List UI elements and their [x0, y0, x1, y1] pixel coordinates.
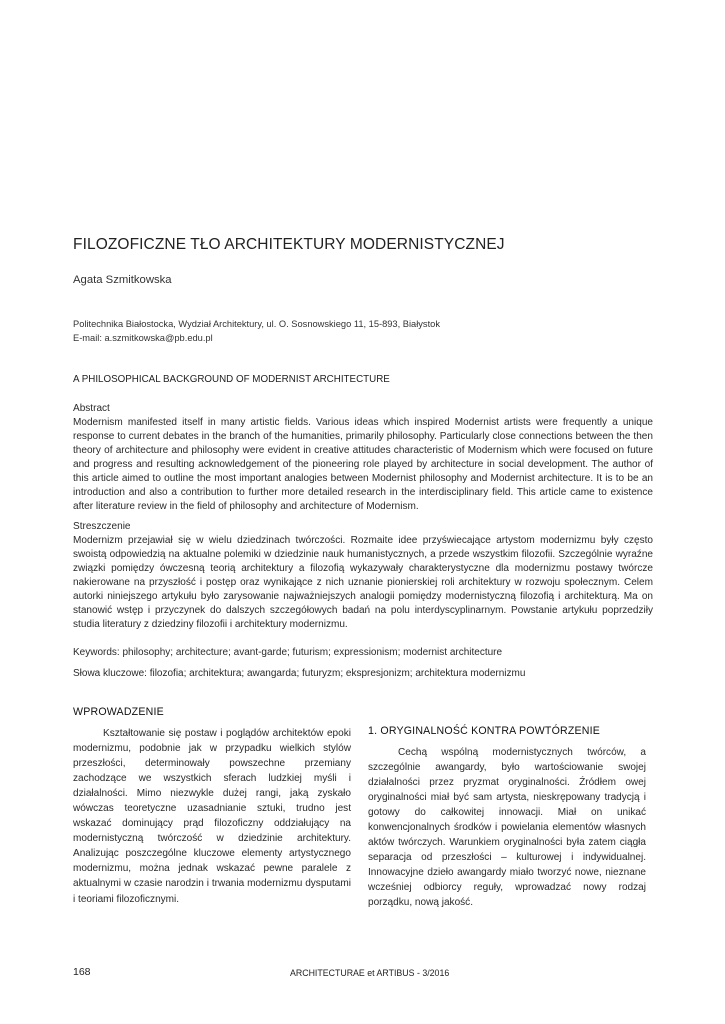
affiliation-block: [73, 318, 440, 345]
author-name: Agata Szmitkowska: [73, 274, 172, 286]
intro-column: [73, 726, 351, 907]
keywords: Keywords: philosophy; architecture; avant-garde; futurism; expressionism; modernist architecture: [73, 647, 503, 658]
abstract-text: Modernism manifested itself in many artistic fields. Various ideas which inspired Modernist artists were frequently a unique response to current debates in the branch of the humanities, primarily philosophy. Particularly close connections between the then theory of architecture and philosophy were evident in creative attitudes characteristic of Modernism which were focused on future and progress and resulting acknowledgement of the pioneering role played by architecture in social development. The author of this article aimed to outline the most important analogies between Modernist philosophy and Modernist architecture. It is to be an introduction and also a contribution to further more detailed research in the interdisciplinary field. This article came to existence after literature review in the field of philosophy and architecture of Modernism.: [73, 417, 653, 513]
intro-text: Kształtowanie się postaw i poglądów architektów epoki modernizmu, podobnie jak w przypadku wielkich stylów przeszłości, determinowały powszechne przemiany zachodzące we wszystkich sferach ludzkiej myśli i działalności. Mimo niezwykle dużej rangi, jaką zyskało wówczas teoretyczne uzasadnianie sztuki, trudno jest wskazać dominujący prąd filozoficzny oddziałujący na modernistyczną twórczość w dziedzinie architektury. Analizując poszczególne kluczowe elementy artystycznego modernizmu, można jednak wskazać pewne paralele z aktualnymi w czasie narodzin i trwania modernizmu dysputami i teoriami filozoficznymi.: [73, 728, 351, 905]
affiliation: Politechnika Białostocka, Wydział Architektury, ul. O. Sosnowskiego 11, 15-893, Białystok: [73, 319, 440, 329]
journal-footer: [290, 968, 449, 978]
english-title: A PHILOSOPHICAL BACKGROUND OF MODERNIST ARCHITECTURE: [73, 374, 390, 385]
journal-name: ARCHITECTURAE: [290, 968, 365, 978]
article-title: FILOZOFICZNE TŁO ARCHITEKTURY MODERNISTYCZNEJ: [73, 236, 505, 253]
section1-column: [368, 745, 646, 911]
section1-text: Cechą wspólną modernistycznych twórców, a szczególnie awangardy, było wartościowanie swojej działalności przez pryzmat oryginalności. Źródłem owej oryginalności miał być sam artysta, nieskrępowany tradycją i gotowy do całkowitej innowacji. Miał on unikać konwencjonalnych środków i powielania elementów własnych aktów twórczych. Warunkiem oryginalności była zatem ciągła separacja od przeszłości – kulturowej i indywidualnej. Innowacyjne dzieło awangardy miało tworzyć nowe, nieznane wcześniej odbiorcy reguły, wprowadzać nowy rodzaj porządku, nową jakość.: [368, 747, 646, 909]
author-email[interactable]: E-mail: a.szmitkowska@pb.edu.pl: [73, 332, 213, 343]
intro-heading: WPROWADZENIE: [73, 706, 164, 718]
journal-issue: ARTIBUS - 3/2016: [376, 968, 450, 978]
section1-heading: 1. ORYGINALNOŚĆ KONTRA POWTÓRZENIE: [368, 725, 601, 737]
slowa-kluczowe: Słowa kluczowe: filozofia; architektura; awangarda; futuryzm; ekspresjonizm; architektura modernizmu: [73, 668, 526, 679]
journal-et: et: [367, 968, 375, 978]
abstract-label: Abstract: [73, 403, 110, 414]
page-number: 168: [73, 966, 91, 978]
streszczenie-label: Streszczenie: [73, 521, 131, 532]
streszczenie-text: Modernizm przejawiał się w wielu dziedzinach twórczości. Rozmaite idee przyświecające artystom modernizmu były często swoistą odpowiedzią na aktualne polemiki w dziedzinie nauk humanistycznych, a przede wszystkim filozofii. Szczególnie wyraźne związki pomiędzy ówczesną teorią architektury a filozofią wykazywały charakterystyczne dla modernizmu postawy twórcze nakierowane na przyszłość i postęp oraz wynikające z nich uznanie pionierskiej roli architektury w rozwoju społecznym. Celem autorki niniejszego artykułu było zarysowanie najważniejszych analogii pomiędzy modernistyczną filozofią i architekturą. Ma on stanowić wstęp i przyczynek do dalszych szczegółowych badań na polu interdyscyplinarnym. Powstanie artykułu poprzedziły studia literatury z dziedziny filozofii i architektury modernizmu.: [73, 535, 653, 631]
abstract-section: [73, 402, 653, 514]
streszczenie-section: [73, 520, 653, 632]
